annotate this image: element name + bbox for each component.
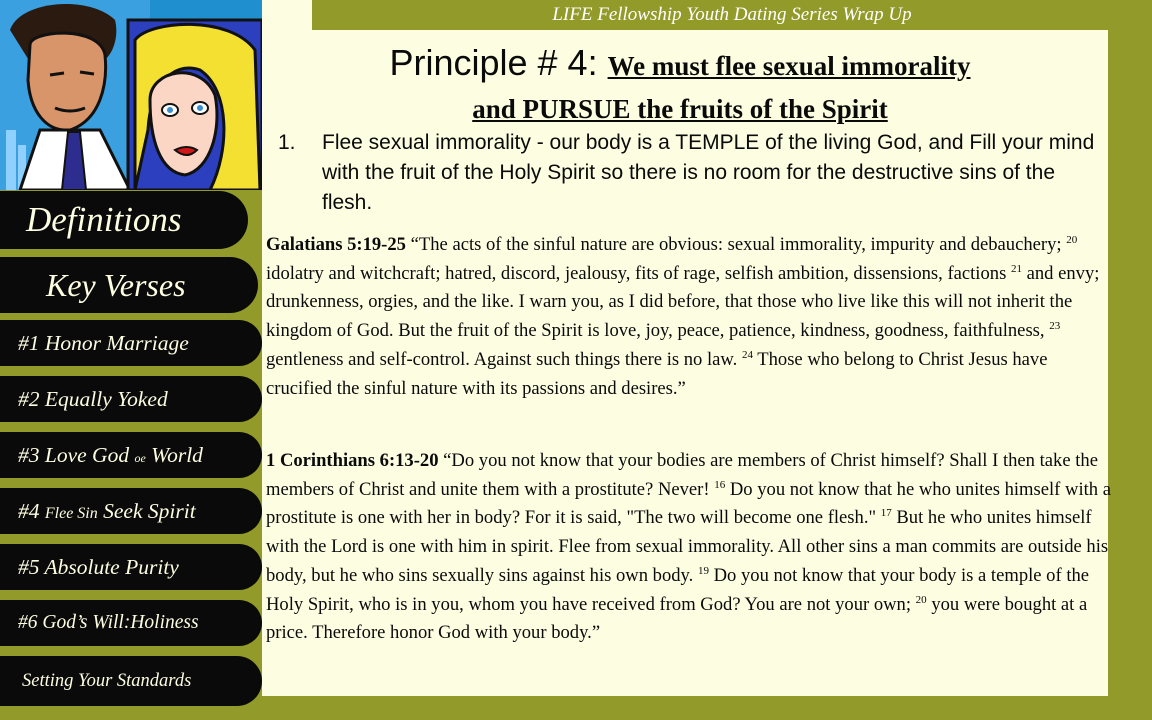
verse-galatians-ref: Galatians 5:19-25 [266,234,406,255]
nav-principle-5-label: #5 Absolute Purity [18,554,179,579]
nav-principle-1-label: #1 Honor Marriage [18,330,189,355]
verse-galatians [266,231,1111,403]
nav-principle-5[interactable] [0,544,262,590]
principle-label: Principle # 4: [389,42,608,83]
nav-definitions-label: Definitions [26,200,182,239]
point-item [278,128,1108,218]
nav-principle-3-label [18,443,203,468]
bottom-border [262,696,1108,720]
nav-principle-3-text-a: #3 Love God [18,442,135,467]
verse-text: Do you not know that he who unites himself with a prostitute is one with her in body? For it is said, "The two will become one flesh." [266,478,1111,529]
nav-principle-4-text-small: Flee Sin [44,504,98,522]
nav-principle-4-label [18,499,196,524]
verse-text: “Do you not know that your bodies are members of Christ himself? Shall I then take the members of Christ and unite them with a prostitute? Never! [266,450,1098,500]
verse-text: Do you not know that your body is a temple of the Holy Spirit, who is in you, whom you have received from God? You are not your own; [266,564,1090,615]
nav-principle-1[interactable] [0,320,262,366]
verse-number: 20 [915,593,927,606]
nav-principle-2[interactable] [0,376,262,422]
slide-title-line2 [300,94,1060,129]
nav-setting-standards-label: Setting Your Standards [22,670,192,691]
nav-principle-3[interactable] [0,432,262,478]
point-number: 1. [278,131,296,154]
verse-number: 17 [880,507,892,520]
nav-principle-6-label: #6 God’s Will:Holiness [18,612,199,633]
verse-text: idolatry and witchcraft; hatred, discord, jealousy, fits of rage, selfish ambition, dissensions, factions [266,262,1011,284]
nav-principle-2-label: #2 Equally Yoked [18,386,168,411]
verse-corinthians [266,447,1111,648]
nav-setting-standards[interactable] [0,656,262,706]
couple-illustration [0,0,262,190]
nav-principle-4-text-b: Seek Spirit [97,498,196,523]
verse-text: Those who belong to Christ Jesus have crucified the sinful nature with its passions and desires.” [266,348,1048,399]
series-title: LIFE Fellowship Youth Dating Series Wrap Up [552,4,912,25]
nav-principle-4[interactable] [0,488,262,534]
verse-number: 23 [1049,319,1061,332]
nav-key-verses[interactable] [0,257,258,313]
verse-text: But he who unites himself with the Lord is one with him in spirit. Flee from sexual immorality. All other sins a man commits are outside his body, but he who sins sexually sins against his own body. [266,507,1109,586]
verse-corinthians-ref: 1 Corinthians 6:13-20 [266,450,439,471]
slide-title-line1 [300,40,1060,94]
point-text: Flee sexual immorality - our body is a TEMPLE of the living God, and Fill your mind with the fruit of the Holy Spirit so there is no room for the destructive sins of the flesh. [322,131,1095,214]
nav-principle-3-text-b: World [145,442,203,467]
verse-text: you were bought at a price. Therefore honor God with your body.” [266,593,1088,644]
right-border [1108,30,1152,720]
verse-number: 19 [697,564,709,577]
nav-principle-6[interactable] [0,600,262,646]
nav-principle-3-text-small: oe [134,450,146,465]
nav-definitions[interactable] [0,191,248,249]
nav-principle-4-text-a: #4 [18,498,45,523]
verse-number: 21 [1010,262,1022,275]
title-underlined-1: We must flee sexual immorality [607,51,971,81]
verse-text: and envy; drunkenness, orgies, and the like. I warn you, as I did before, that those who live like this will not inherit the kingdom of God. But the fruit of the Spirit is love, joy, peace, patience, kindness, goodness, faithfulness, [266,262,1100,342]
verse-number: 16 [714,478,726,491]
title-underlined-2: and PURSUE the fruits of the Spirit [472,94,888,124]
verse-number: 20 [1066,233,1078,246]
nav-key-verses-label: Key Verses [46,266,186,303]
verse-number: 24 [741,348,753,361]
verse-text: “The acts of the sinful nature are obvious: sexual immorality, impurity and debauchery; [405,234,1067,255]
verse-text: gentleness and self-control. Against such things there is no law. [266,348,742,370]
slide-title [300,40,1060,129]
